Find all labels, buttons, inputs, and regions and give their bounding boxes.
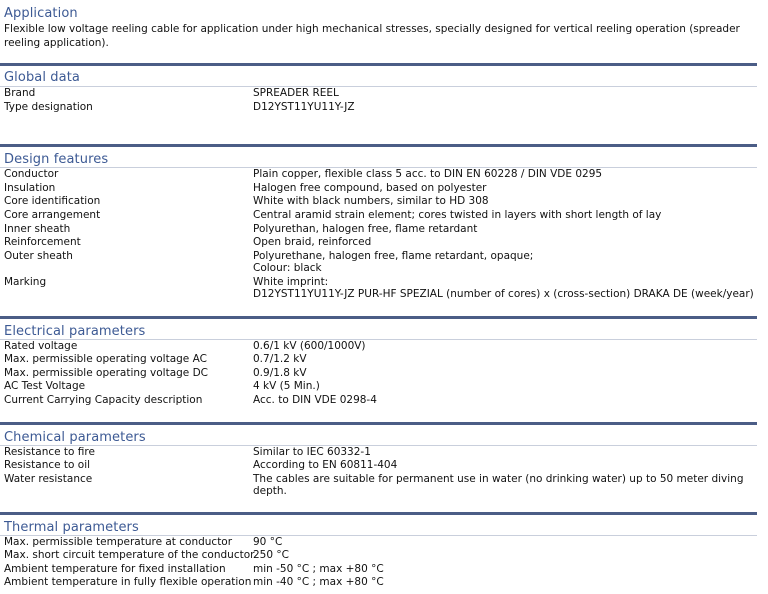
row-value-water-resistance-cont: depth. [253, 485, 287, 497]
row-label-max-voltage-dc: Max. permissible operating voltage DC [4, 367, 209, 379]
row-label-ac-test-voltage: AC Test Voltage [4, 380, 86, 392]
row-value-insulation: Halogen free compound, based on polyester [253, 182, 487, 194]
row-value-ambient-flexible: min -40 °C ; max +80 °C [253, 576, 384, 588]
row-label-conductor: Conductor [4, 168, 59, 180]
row-label-inner-sheath: Inner sheath [4, 223, 71, 235]
section-rule [0, 339, 757, 340]
row-label-max-temp-conductor: Max. permissible temperature at conductor [4, 536, 233, 548]
section-title-electrical: Electrical parameters [4, 324, 146, 339]
row-value-marking: White imprint: [253, 276, 329, 288]
section-title-thermal: Thermal parameters [4, 520, 139, 535]
row-label-core-arrangement: Core arrangement [4, 209, 101, 221]
section-divider [0, 144, 757, 147]
row-label-brand: Brand [4, 87, 36, 99]
section-rule [0, 86, 757, 87]
row-value-brand: SPREADER REEL [253, 87, 339, 99]
row-value-marking-imprint: D12YST11YU11Y-JZ PUR-HF SPEZIAL (number of cores) x (cross-section) DRAKA DE (week/year) [253, 288, 754, 300]
row-value-outer-sheath: Polyurethane, halogen free, flame retardant, opaque; [253, 250, 534, 262]
row-label-current-capacity: Current Carrying Capacity description [4, 394, 203, 406]
row-value-max-voltage-ac: 0.7/1.2 kV [253, 353, 307, 365]
row-value-short-circuit-temp: 250 °C [253, 549, 289, 561]
row-label-resistance-to-fire: Resistance to fire [4, 446, 95, 458]
row-value-resistance-to-fire: Similar to IEC 60332-1 [253, 446, 371, 458]
row-label-ambient-fixed: Ambient temperature for fixed installation [4, 563, 226, 575]
row-value-rated-voltage: 0.6/1 kV (600/1000V) [253, 340, 366, 352]
section-divider [0, 316, 757, 319]
row-value-max-temp-conductor: 90 °C [253, 536, 283, 548]
row-label-ambient-flexible: Ambient temperature in fully flexible operation [4, 576, 252, 588]
row-value-type-designation: D12YST11YU11Y-JZ [253, 101, 355, 113]
row-label-rated-voltage: Rated voltage [4, 340, 78, 352]
section-divider [0, 63, 757, 66]
section-rule [0, 445, 757, 446]
row-value-core-identification: White with black numbers, similar to HD 308 [253, 195, 489, 207]
row-value-ac-test-voltage: 4 kV (5 Min.) [253, 380, 320, 392]
row-label-marking: Marking [4, 276, 47, 288]
row-label-reinforcement: Reinforcement [4, 236, 81, 248]
row-value-max-voltage-dc: 0.9/1.8 kV [253, 367, 307, 379]
row-value-core-arrangement: Central aramid strain element; cores twisted in layers with short length of lay [253, 209, 662, 221]
row-value-ambient-fixed: min -50 °C ; max +80 °C [253, 563, 384, 575]
section-divider [0, 512, 757, 515]
row-value-reinforcement: Open braid, reinforced [253, 236, 372, 248]
row-label-insulation: Insulation [4, 182, 56, 194]
row-label-type-designation: Type designation [4, 101, 93, 113]
row-value-inner-sheath: Polyurethan, halogen free, flame retardant [253, 223, 478, 235]
section-title-design-features: Design features [4, 152, 109, 167]
row-label-outer-sheath: Outer sheath [4, 250, 73, 262]
section-title-application: Application [4, 6, 78, 21]
row-label-water-resistance: Water resistance [4, 473, 93, 485]
section-title-chemical: Chemical parameters [4, 430, 146, 445]
application-text: Flexible low voltage reeling cable for application under high mechanical stresses, specially designed for vertical reeling operation (spreader reeling application). [4, 23, 740, 49]
row-label-resistance-to-oil: Resistance to oil [4, 459, 91, 471]
row-label-core-identification: Core identification [4, 195, 101, 207]
row-label-short-circuit-temp: Max. short circuit temperature of the conductor [4, 549, 255, 561]
section-divider [0, 422, 757, 425]
row-value-resistance-to-oil: According to EN 60811-404 [253, 459, 398, 471]
row-value-conductor: Plain copper, flexible class 5 acc. to DIN EN 60228 / DIN VDE 0295 [253, 168, 603, 180]
row-label-max-voltage-ac: Max. permissible operating voltage AC [4, 353, 207, 365]
row-value-current-capacity: Acc. to DIN VDE 0298-4 [253, 394, 377, 406]
row-value-water-resistance: The cables are suitable for permanent use in water (no drinking water) up to 50 meter diving [253, 473, 744, 485]
row-value-outer-sheath-colour: Colour: black [253, 262, 322, 274]
section-title-global-data: Global data [4, 70, 80, 85]
